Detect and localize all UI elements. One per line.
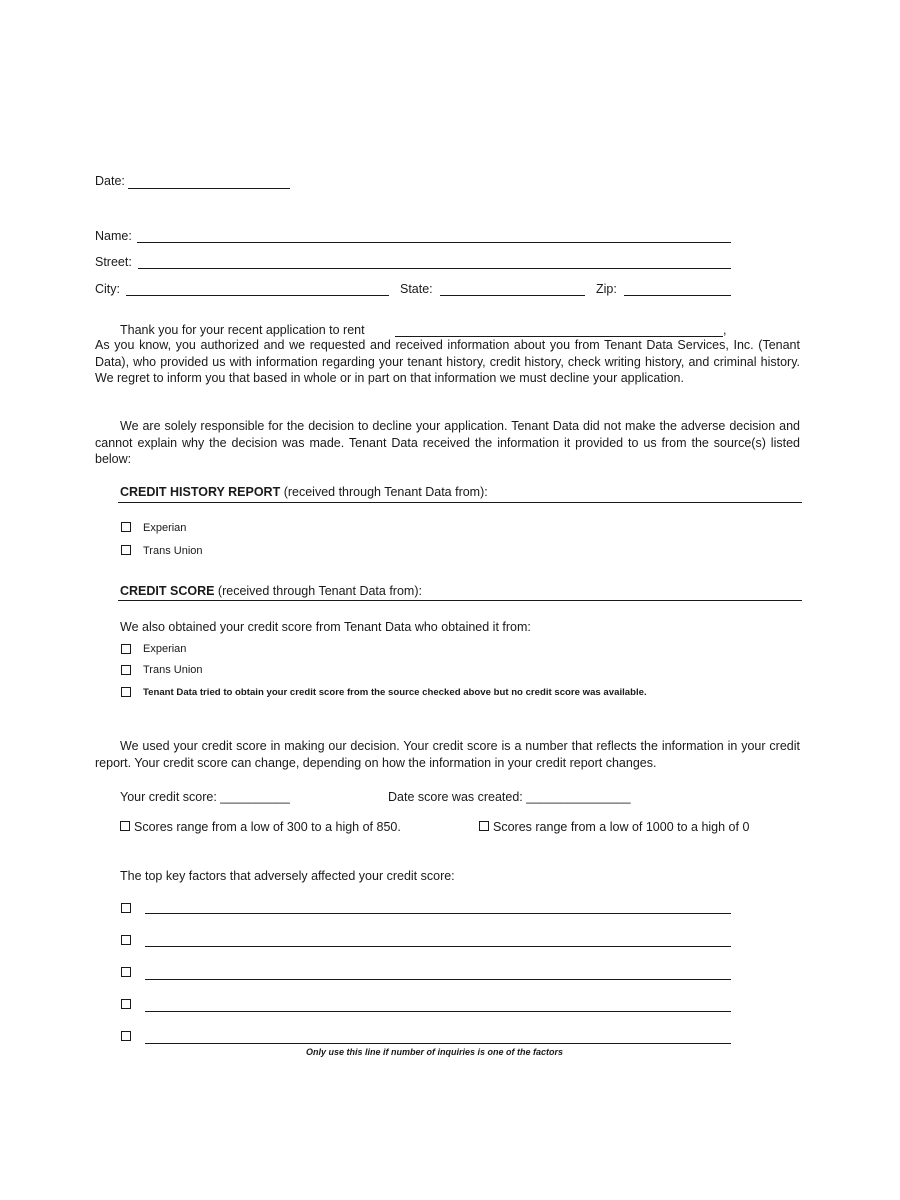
state-label: State: xyxy=(400,282,433,296)
key-factor-1-checkbox[interactable] xyxy=(121,903,131,913)
key-factor-3-checkbox[interactable] xyxy=(121,967,131,977)
key-factor-3-field[interactable] xyxy=(145,979,731,980)
range-1000-0-option[interactable] xyxy=(479,820,749,834)
date-score-created-field[interactable]: Date score was created: _______________ xyxy=(388,790,631,804)
street-label: Street: xyxy=(95,255,132,269)
paragraph-authorization: As you know, you authorized and we requested and received information about you from Tenant Data Services, Inc. (Tenant Data), who provided us with information regarding your tenant history, credit history, check writing history, and criminal history. We regret to inform you that based in whole or in part on that information we must decline your application. xyxy=(95,338,800,385)
credit-score-heading xyxy=(120,584,422,598)
range-300-850-checkbox[interactable] xyxy=(120,821,130,831)
range-1000-0-label: Scores range from a low of 1000 to a high of 0 xyxy=(493,820,750,834)
paragraph-responsibility xyxy=(95,418,800,468)
key-factor-4-checkbox[interactable] xyxy=(121,999,131,1009)
credit-history-heading-bold: CREDIT HISTORY REPORT xyxy=(120,485,281,499)
credit-score-heading-rest: (received through Tenant Data from): xyxy=(214,584,422,598)
key-factor-4-field[interactable] xyxy=(145,1011,731,1012)
your-credit-score-field[interactable]: Your credit score: __________ xyxy=(120,790,290,804)
inquiries-note: Only use this line if number of inquiries is one of the factors xyxy=(306,1047,564,1057)
key-factors-label: The top key factors that adversely affected your credit score: xyxy=(120,869,455,883)
credit-history-rule xyxy=(118,502,802,503)
paragraph-responsibility-text: We are solely responsible for the decision to decline your application. Tenant Data did not make the adverse decision and cannot explain why the decision was made. Tenant Data received the information it provided to us from the source(s) listed below: xyxy=(95,419,800,466)
zip-field[interactable] xyxy=(624,295,731,296)
transunion-history-checkbox[interactable] xyxy=(121,545,131,555)
credit-score-heading-bold: CREDIT SCORE xyxy=(120,584,215,598)
experian-history-label: Experian xyxy=(143,522,187,534)
thank-you-comma: , xyxy=(723,323,727,337)
key-factor-1-field[interactable] xyxy=(145,913,731,914)
date-field[interactable] xyxy=(128,188,290,189)
transunion-score-label: Trans Union xyxy=(143,664,203,676)
transunion-score-checkbox[interactable] xyxy=(121,665,131,675)
credit-history-heading-rest: (received through Tenant Data from): xyxy=(280,485,488,499)
key-factor-2-checkbox[interactable] xyxy=(121,935,131,945)
name-field[interactable] xyxy=(137,242,731,243)
credit-score-intro: We also obtained your credit score from Tenant Data who obtained it from: xyxy=(120,620,531,634)
date-label: Date: xyxy=(95,174,125,188)
name-label: Name: xyxy=(95,229,132,243)
key-factor-5-checkbox[interactable] xyxy=(121,1031,131,1041)
experian-score-label: Experian xyxy=(143,643,187,655)
experian-score-checkbox[interactable] xyxy=(121,644,131,654)
transunion-history-label: Trans Union xyxy=(143,545,203,557)
range-300-850-label: Scores range from a low of 300 to a high of 850. xyxy=(134,820,401,834)
range-1000-0-checkbox[interactable] xyxy=(479,821,489,831)
paragraph-score-usage xyxy=(95,738,800,771)
key-factor-5-field[interactable] xyxy=(145,1043,731,1044)
range-300-850-option[interactable] xyxy=(120,820,401,834)
score-unavailable-checkbox[interactable] xyxy=(121,687,131,697)
state-field[interactable] xyxy=(440,295,585,296)
paragraph-score-usage-text: We used your credit score in making our decision. Your credit score is a number that reflects the information in your credit report. Your credit score can change, depending on how the information in your credit report changes. xyxy=(95,739,800,770)
thank-you-text: Thank you for your recent application to rent xyxy=(120,323,365,337)
key-factor-2-field[interactable] xyxy=(145,946,731,947)
experian-history-checkbox[interactable] xyxy=(121,522,131,532)
street-field[interactable] xyxy=(138,268,731,269)
zip-label: Zip: xyxy=(596,282,617,296)
credit-score-rule xyxy=(118,600,802,601)
city-label: City: xyxy=(95,282,120,296)
score-unavailable-label: Tenant Data tried to obtain your credit score from the source checked above but no credit score was available. xyxy=(143,687,647,698)
credit-history-heading xyxy=(120,485,488,499)
city-field[interactable] xyxy=(126,295,389,296)
